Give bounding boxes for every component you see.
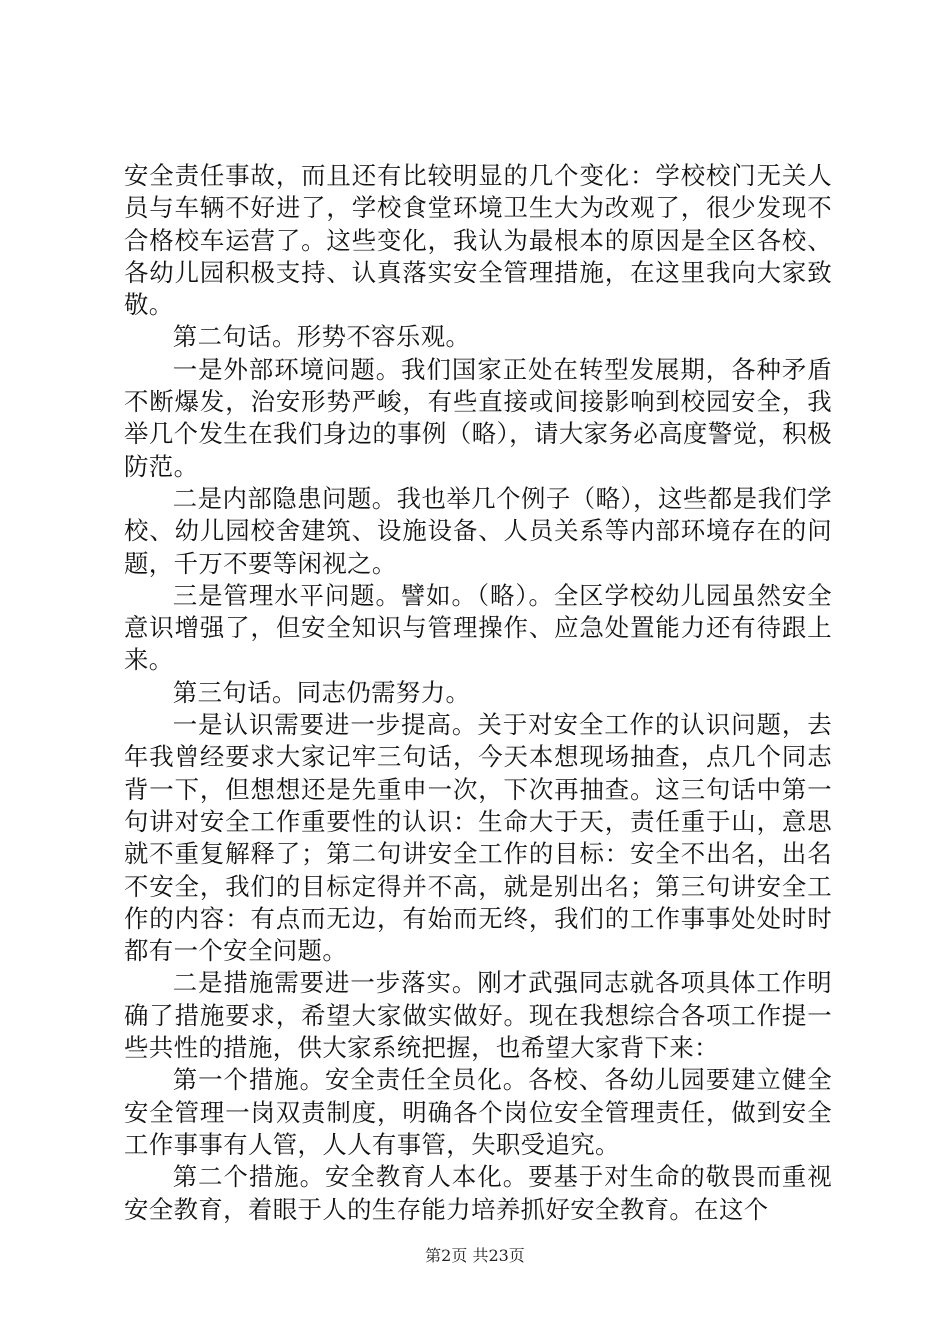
paragraph: 安全责任事故，而且还有比较明显的几个变化：学校校门无关人员与车辆不好进了，学校食堂环境卫生大为改观了，很少发现不合格校车运营了。这些变化，我认为最根本的原因是全区各校、各幼儿园积极支持、认真落实安全管理措施，在这里我向大家致敬。 xyxy=(124,161,832,320)
paragraph: 第一个措施。安全责任全员化。各校、各幼儿园要建立健全安全管理一岗双责制度，明确各个岗位安全管理责任，做到安全工作事事有人管，人人有事管，失职受追究。 xyxy=(124,1065,832,1159)
paragraph: 第二个措施。安全教育人本化。要基于对生命的敬畏而重视安全教育，着眼于人的生存能力培养抓好安全教育。在这个 xyxy=(124,1162,832,1224)
paragraph: 三是管理水平问题。譬如。（略）。全区学校幼儿园虽然安全意识增强了，但安全知识与管理操作、应急处置能力还有待跟上来。 xyxy=(124,580,832,675)
page-footer xyxy=(0,1246,950,1266)
paragraph: 一是认识需要进一步提高。关于对安全工作的认识问题，去年我曾经要求大家记牢三句话，今天本想现场抽查，点几个同志背一下，但想想还是先重申一次，下次再抽查。这三句话中第一句讲对安全工作重要性的认识：生命大于天，责任重于山，意思就不重复解释了；第二句讲安全工作的目标：安全不出名，出名不安全，我们的目标定得并不高，就是别出名；第三句讲安全工作的内容：有点而无边，有始而无终，我们的工作事事处处时时都有一个安全问题。 xyxy=(124,710,832,966)
page-number: 第2页 共23页 xyxy=(425,1246,525,1265)
paragraph: 二是措施需要进一步落实。刚才武强同志就各项具体工作明确了措施要求，希望大家做实做好。现在我想综合各项工作提一些共性的措施，供大家系统把握，也希望大家背下来： xyxy=(124,968,832,1063)
paragraph: 第二句话。形势不容乐观。 xyxy=(172,322,471,352)
document-body xyxy=(124,160,832,1226)
paragraph: 第三句话。同志仍需努力。 xyxy=(172,677,471,707)
paragraph: 二是内部隐患问题。我也举几个例子（略），这些都是我们学校、幼儿园校舍建筑、设施设备、人员关系等内部环境存在的问题，千万不要等闲视之。 xyxy=(124,483,832,578)
paragraph: 一是外部环境问题。我们国家正处在转型发展期，各种矛盾不断爆发，治安形势严峻，有些直接或间接影响到校园安全，我举几个发生在我们身边的事例（略），请大家务必高度警觉，积极防范。 xyxy=(124,354,832,481)
